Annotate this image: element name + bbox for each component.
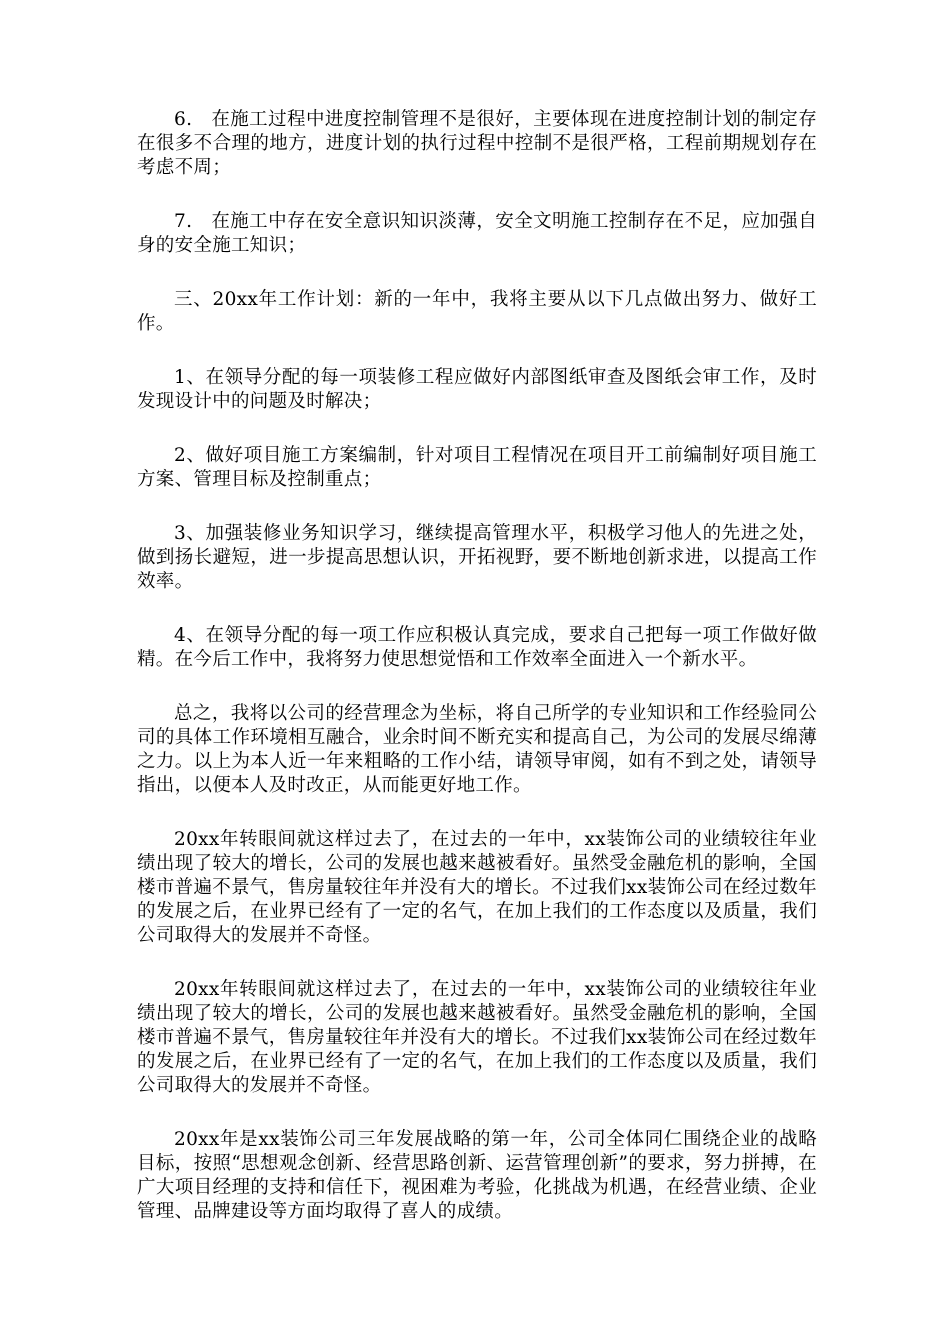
paragraph-item-6: 6. 在施工过程中进度控制管理不是很好，主要体现在进度控制计划的制定存在很多不合理的地方，进度计划的执行过程中控制不是很严格，工程前期规划存在考虑不周； [137,109,817,178]
paragraph-review-2: 20xx年转眼间就这样过去了，在过去的一年中，xx装饰公司的业绩较往年业绩出现了较大的增长，公司的发展也越来越被看好。虽然受金融危机的影响，全国楼市普遍不景气，售房量较往年并没有大的增长。不过我们xx装饰公司在经过数年的发展之后，在业界已经有了一定的名气，在加上我们的工作态度以及质量，我们公司取得大的发展并不奇怪。 [137,979,817,1096]
document-body [137,108,817,1254]
paragraph-plan-3: 3、加强装修业务知识学习，继续提高管理水平，积极学习他人的先进之处，做到扬长避短，进一步提高思想认识，开拓视野，要不断地创新求进，以提高工作效率。 [137,523,817,592]
paragraph-plan-1: 1、在领导分配的每一项装修工程应做好内部图纸审查及图纸会审工作，及时发现设计中的问题及时解决； [137,367,817,412]
paragraph-strategy: 20xx年是xx装饰公司三年发展战略的第一年，公司全体同仁围绕企业的战略目标，按照“思想观念创新、经营思路创新、运营管理创新”的要求，努力拼搏，在广大项目经理的支持和信任下，视困难为考验，化挑战为机遇，在经营业绩、企业管理、品牌建设等方面均取得了喜人的成绩。 [137,1129,817,1222]
paragraph-summary: 总之，我将以公司的经营理念为坐标，将自己所学的专业知识和工作经验同公司的具体工作环境相互融合，业余时间不断充实和提高自己，为公司的发展尽绵薄之力。以上为本人近一年来粗略的工作小结，请领导审阅，如有不到之处，请领导指出，以便本人及时改正，从而能更好地工作。 [137,703,817,796]
paragraph-plan-4: 4、在领导分配的每一项工作应积极认真完成，要求自己把每一项工作做好做精。在今后工作中，我将努力使思想觉悟和工作效率全面进入一个新水平。 [137,625,817,670]
paragraph-section-3-heading: 三、20xx年工作计划：新的一年中，我将主要从以下几点做出努力、做好工作。 [137,289,817,334]
paragraph-plan-2: 2、做好项目施工方案编制，针对项目工程情况在项目开工前编制好项目施工方案、管理目标及控制重点； [137,445,817,490]
paragraph-review-1: 20xx年转眼间就这样过去了，在过去的一年中，xx装饰公司的业绩较往年业绩出现了较大的增长，公司的发展也越来越被看好。虽然受金融危机的影响，全国楼市普遍不景气，售房量较往年并没有大的增长。不过我们xx装饰公司在经过数年的发展之后，在业界已经有了一定的名气，在加上我们的工作态度以及质量，我们公司取得大的发展并不奇怪。 [137,829,817,946]
paragraph-item-7: 7. 在施工中存在安全意识知识淡薄，安全文明施工控制存在不足，应加强自身的安全施工知识； [137,211,817,256]
